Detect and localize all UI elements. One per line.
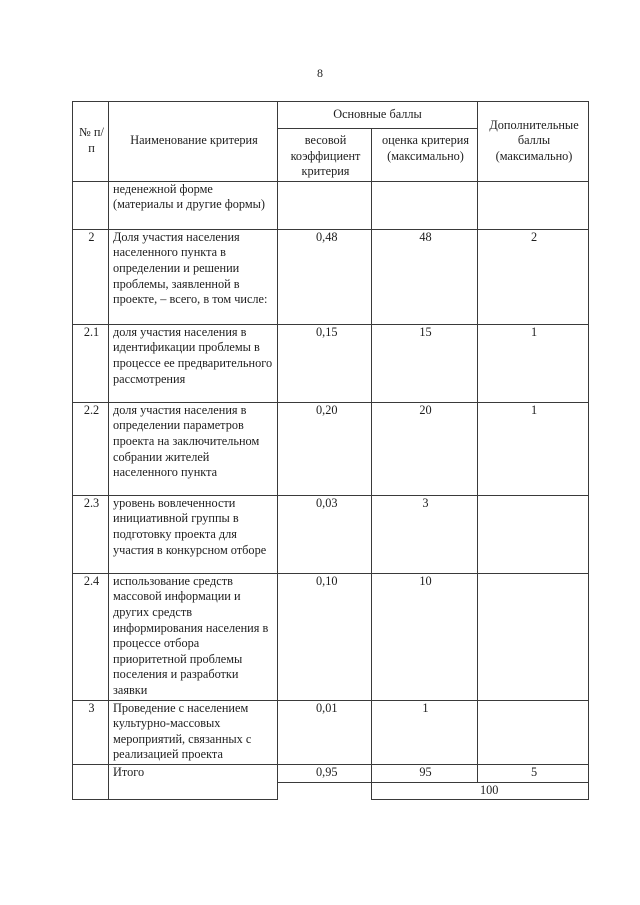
row-additional: [478, 181, 589, 229]
row-name: использование средств массовой информации и других средств информирования населения в процессе отбора приоритетной проблемы поселения и разработки заявки: [109, 573, 278, 700]
header-row-1: [73, 102, 589, 129]
row-score: 20: [372, 402, 478, 495]
table-row: [73, 495, 589, 573]
total-row: [73, 764, 589, 782]
row-weight: 0,10: [278, 573, 372, 700]
row-weight: 0,03: [278, 495, 372, 573]
total-weight: 0,95: [278, 764, 372, 782]
row-additional: [478, 700, 589, 764]
row-num: 2.1: [73, 324, 109, 402]
table-row: [73, 573, 589, 700]
row-score: 1: [372, 700, 478, 764]
header-name: Наименование критерия: [109, 102, 278, 182]
row-additional: 1: [478, 324, 589, 402]
criteria-table: [72, 101, 589, 800]
row-additional: 1: [478, 402, 589, 495]
row-num: 2.3: [73, 495, 109, 573]
header-score: оценка критерия (максимально): [372, 129, 478, 182]
row-score: 10: [372, 573, 478, 700]
header-weight: весовой коэффициент критерия: [278, 129, 372, 182]
row-name: доля участия населения в идентификации проблемы в процессе ее предварительного рассмотрения: [109, 324, 278, 402]
table-row: [73, 229, 589, 324]
row-score: [372, 181, 478, 229]
row-additional: 2: [478, 229, 589, 324]
row-num: 2.4: [73, 573, 109, 700]
row-num: 3: [73, 700, 109, 764]
row-num: 2.2: [73, 402, 109, 495]
table-row: [73, 402, 589, 495]
table-row: [73, 700, 589, 764]
header-num: № п/п: [73, 102, 109, 182]
row-weight: 0,20: [278, 402, 372, 495]
total-num: [73, 764, 109, 799]
row-score: 3: [372, 495, 478, 573]
header-main-points: Основные баллы: [278, 102, 478, 129]
row-num: [73, 181, 109, 229]
total-additional: 5: [478, 764, 589, 782]
row-num: 2: [73, 229, 109, 324]
row-name: уровень вовлеченности инициативной группы в подготовку проекта для участия в конкурсном отборе: [109, 495, 278, 573]
row-name: Проведение с населением культурно-массовых мероприятий, связанных с реализацией проекта: [109, 700, 278, 764]
row-score: 15: [372, 324, 478, 402]
row-name: доля участия населения в определении параметров проекта на заключительном собрании жителей населенного пункта: [109, 402, 278, 495]
row-name: неденежной форме (материалы и другие формы): [109, 181, 278, 229]
grand-total-spacer: [278, 782, 372, 800]
row-additional: [478, 495, 589, 573]
row-name: Доля участия населения населенного пункта в определении и решении проблемы, заявленной в проекте, – всего, в том числе:: [109, 229, 278, 324]
grand-total: 100: [372, 782, 589, 800]
row-score: 48: [372, 229, 478, 324]
row-weight: [278, 181, 372, 229]
table-row: [73, 324, 589, 402]
table-row: [73, 181, 589, 229]
total-score: 95: [372, 764, 478, 782]
row-weight: 0,01: [278, 700, 372, 764]
header-additional: Дополнительные баллы (максимально): [478, 102, 589, 182]
row-additional: [478, 573, 589, 700]
total-label: Итого: [109, 764, 278, 799]
row-weight: 0,15: [278, 324, 372, 402]
page-number: 8: [317, 66, 323, 80]
row-weight: 0,48: [278, 229, 372, 324]
